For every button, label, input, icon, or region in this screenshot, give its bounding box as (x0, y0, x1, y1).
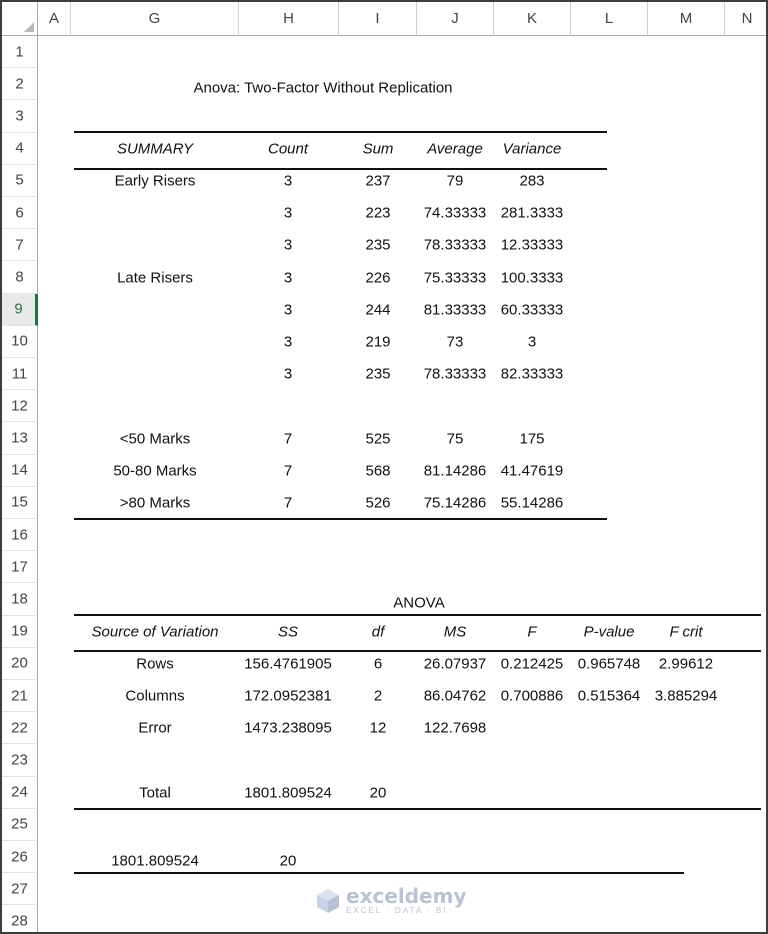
average-cell[interactable]: 78.33333 (423, 236, 487, 254)
ss-cell[interactable]: 172.0952381 (244, 687, 332, 705)
column-header-k[interactable]: K (494, 2, 571, 36)
sum-cell[interactable]: 244 (365, 301, 391, 319)
p-value-cell[interactable]: 0.515364 (577, 687, 641, 705)
row-header-label: 22 (11, 719, 28, 737)
row-header-10[interactable] (2, 326, 38, 358)
f-cell[interactable]: 0.700886 (500, 687, 564, 705)
row-header-27[interactable] (2, 873, 38, 905)
column-header-g[interactable]: G (71, 2, 239, 36)
row-header-20[interactable] (2, 648, 38, 680)
count-cell[interactable]: 3 (283, 301, 293, 319)
select-all-corner[interactable] (2, 2, 38, 36)
row-header-24[interactable] (2, 777, 38, 809)
count-cell[interactable]: 3 (283, 172, 293, 190)
variance-cell[interactable]: 283 (519, 172, 545, 190)
ss-header[interactable]: SS (277, 623, 299, 641)
column-header-i[interactable]: I (339, 2, 417, 36)
variance-cell[interactable]: 55.14286 (500, 494, 564, 512)
row-header-label: 18 (11, 590, 28, 608)
column-header-l[interactable]: L (571, 2, 648, 36)
ms-cell[interactable]: 26.07937 (423, 655, 487, 673)
summary-bottom-rule (74, 518, 607, 520)
sum-cell[interactable]: 235 (365, 365, 391, 383)
variance-cell[interactable]: 60.33333 (500, 301, 564, 319)
row-header-label: 20 (11, 654, 28, 672)
column-header-h[interactable]: H (239, 2, 339, 36)
row-header-label: 12 (11, 397, 28, 415)
p-value-header[interactable]: P-value (583, 623, 635, 641)
sum-header[interactable]: Sum (362, 140, 394, 158)
variance-header[interactable]: Variance (502, 140, 562, 158)
df-cell[interactable]: 6 (373, 655, 383, 673)
source-cell[interactable]: Columns (125, 687, 185, 705)
variance-cell[interactable]: 82.33333 (500, 365, 564, 383)
row-header-label: 23 (11, 751, 28, 769)
row-header-label: 11 (11, 365, 28, 383)
count-cell[interactable]: 7 (283, 430, 293, 447)
variance-cell[interactable]: 3 (527, 333, 537, 351)
count-cell[interactable]: 3 (283, 204, 293, 222)
summary-header[interactable]: SUMMARY (116, 140, 194, 158)
row-header-23[interactable] (2, 744, 38, 776)
group-cell[interactable]: 50-80 Marks (113, 462, 197, 480)
row-header-1[interactable] (2, 36, 38, 68)
row-header-label: 25 (11, 815, 28, 833)
anova-top-rule (74, 614, 761, 616)
ss-cell[interactable]: 1801.809524 (244, 784, 332, 802)
group-cell[interactable]: Late Risers (117, 269, 193, 286)
row-header-label: 3 (15, 107, 24, 125)
extra-bottom-rule (74, 872, 684, 874)
source-cell[interactable]: Rows (136, 655, 174, 673)
row-header-label: 13 (11, 429, 28, 447)
count-cell[interactable]: 3 (283, 333, 293, 351)
row-header-22[interactable] (2, 712, 38, 744)
exceldemy-logo-icon (314, 887, 342, 915)
anova-header-rule (74, 650, 761, 652)
exceldemy-watermark (314, 886, 467, 915)
sum-cell[interactable]: 223 (365, 204, 391, 222)
report-title[interactable]: Anova: Two-Factor Without Replication (193, 79, 453, 97)
ms-cell[interactable]: 86.04762 (423, 687, 487, 705)
average-cell[interactable]: 78.33333 (423, 365, 487, 383)
row-header-label: 4 (15, 139, 24, 157)
row-header-label: 16 (11, 526, 28, 544)
average-cell[interactable]: 74.33333 (423, 204, 487, 222)
row-header-28[interactable] (2, 905, 38, 934)
row-header-4[interactable] (2, 133, 38, 165)
row-header-11[interactable] (2, 358, 38, 390)
row-header-label: 15 (11, 493, 28, 511)
ms-cell[interactable]: 122.7698 (423, 719, 487, 737)
row-header-19[interactable] (2, 616, 38, 648)
row-header-label: 8 (15, 268, 24, 286)
count-cell[interactable]: 7 (283, 494, 293, 512)
average-cell[interactable]: 81.14286 (423, 462, 487, 480)
df-cell[interactable]: 12 (369, 719, 387, 737)
row-header-18[interactable] (2, 583, 38, 615)
sum-cell[interactable]: 525 (365, 430, 391, 447)
row-header-label: 1 (15, 43, 24, 61)
count-header[interactable]: Count (267, 140, 309, 158)
f-header[interactable]: F (527, 623, 537, 641)
variance-cell[interactable]: 175 (519, 430, 545, 447)
row-header-17[interactable] (2, 551, 38, 583)
row-header-label: 5 (15, 171, 24, 189)
f-crit-header[interactable]: F crit (669, 623, 703, 641)
row-header-3[interactable] (2, 100, 38, 132)
group-cell[interactable]: Early Risers (114, 172, 196, 190)
extra-ss-cell[interactable]: 1801.809524 (111, 852, 199, 870)
average-cell[interactable]: 75.14286 (423, 494, 487, 512)
f-cell[interactable]: 0.212425 (500, 655, 564, 673)
average-cell[interactable]: 75 (446, 430, 464, 447)
sum-cell[interactable]: 226 (365, 269, 391, 286)
anova-bottom-rule (74, 808, 761, 810)
column-header-a[interactable]: A (38, 2, 71, 36)
row-header-14[interactable] (2, 455, 38, 487)
f-crit-cell[interactable]: 3.885294 (654, 687, 718, 705)
row-header-5[interactable] (2, 165, 38, 197)
source-cell[interactable]: Total (139, 784, 171, 802)
ms-header[interactable]: MS (443, 623, 467, 641)
count-cell[interactable]: 3 (283, 236, 293, 254)
row-header-8[interactable] (2, 261, 38, 293)
row-header-12[interactable] (2, 390, 38, 422)
column-header-j[interactable]: J (417, 2, 494, 36)
row-header-21[interactable] (2, 680, 38, 712)
anova-label[interactable]: ANOVA (393, 594, 445, 612)
summary-header-rule (74, 168, 607, 170)
ss-cell[interactable]: 1473.238095 (244, 719, 332, 737)
group-cell[interactable]: >80 Marks (119, 494, 191, 512)
column-header-bar (2, 2, 768, 36)
count-cell[interactable]: 3 (283, 365, 293, 383)
row-header-label: 26 (11, 848, 28, 866)
row-header-label: 10 (11, 332, 28, 350)
average-cell[interactable]: 79 (446, 172, 464, 190)
cell-grid[interactable] (38, 36, 768, 934)
watermark-name: exceldemy (346, 884, 467, 908)
row-header-6[interactable] (2, 197, 38, 229)
df-header[interactable]: df (371, 623, 385, 641)
row-header-13[interactable] (2, 422, 38, 454)
row-header-label: 7 (15, 236, 24, 254)
sum-cell[interactable]: 568 (365, 462, 391, 480)
row-header-26[interactable] (2, 841, 38, 873)
variance-cell[interactable]: 12.33333 (500, 236, 564, 254)
f-crit-cell[interactable]: 2.99612 (658, 655, 714, 673)
row-header-label: 9 (14, 300, 23, 318)
column-header-n[interactable]: N (725, 2, 768, 36)
variance-cell[interactable]: 41.47619 (500, 462, 564, 480)
count-cell[interactable]: 7 (283, 462, 293, 480)
row-header-label: 19 (11, 622, 28, 640)
sum-cell[interactable]: 235 (365, 236, 391, 254)
variance-cell[interactable]: 100.3333 (500, 269, 564, 286)
row-header-label: 21 (11, 687, 28, 705)
average-cell[interactable]: 73 (446, 333, 464, 351)
summary-top-rule (74, 131, 607, 133)
source-header[interactable]: Source of Variation (91, 623, 219, 641)
sum-cell[interactable]: 219 (365, 333, 391, 351)
row-header-2[interactable] (2, 68, 38, 100)
row-header-label: 28 (11, 912, 28, 930)
watermark-tagline: EXCEL · DATA · BI (346, 906, 448, 915)
row-header-25[interactable] (2, 809, 38, 841)
row-header-label: 2 (15, 75, 24, 93)
sum-cell[interactable]: 526 (365, 494, 391, 512)
sum-cell[interactable]: 237 (365, 172, 391, 190)
row-header-label: 27 (11, 880, 28, 898)
group-cell[interactable]: <50 Marks (119, 430, 191, 447)
variance-cell[interactable]: 281.3333 (500, 204, 564, 222)
p-value-cell[interactable]: 0.965748 (577, 655, 641, 673)
row-header-7[interactable] (2, 229, 38, 261)
row-header-label: 14 (11, 461, 28, 479)
row-header-label: 6 (15, 204, 24, 222)
df-cell[interactable]: 20 (369, 784, 387, 802)
row-header-15[interactable] (2, 487, 38, 519)
source-cell[interactable]: Error (138, 719, 172, 737)
average-cell[interactable]: 75.33333 (423, 269, 487, 286)
row-header-16[interactable] (2, 519, 38, 551)
row-header-label: 24 (11, 783, 28, 801)
ss-cell[interactable]: 156.4761905 (244, 655, 332, 673)
row-header-9[interactable] (2, 294, 38, 326)
average-cell[interactable]: 81.33333 (423, 301, 487, 319)
count-cell[interactable]: 3 (283, 269, 293, 286)
row-header-label: 17 (11, 558, 28, 576)
extra-df-cell[interactable]: 20 (279, 852, 297, 870)
column-header-m[interactable]: M (648, 2, 725, 36)
average-header[interactable]: Average (427, 140, 483, 158)
df-cell[interactable]: 2 (373, 687, 383, 705)
